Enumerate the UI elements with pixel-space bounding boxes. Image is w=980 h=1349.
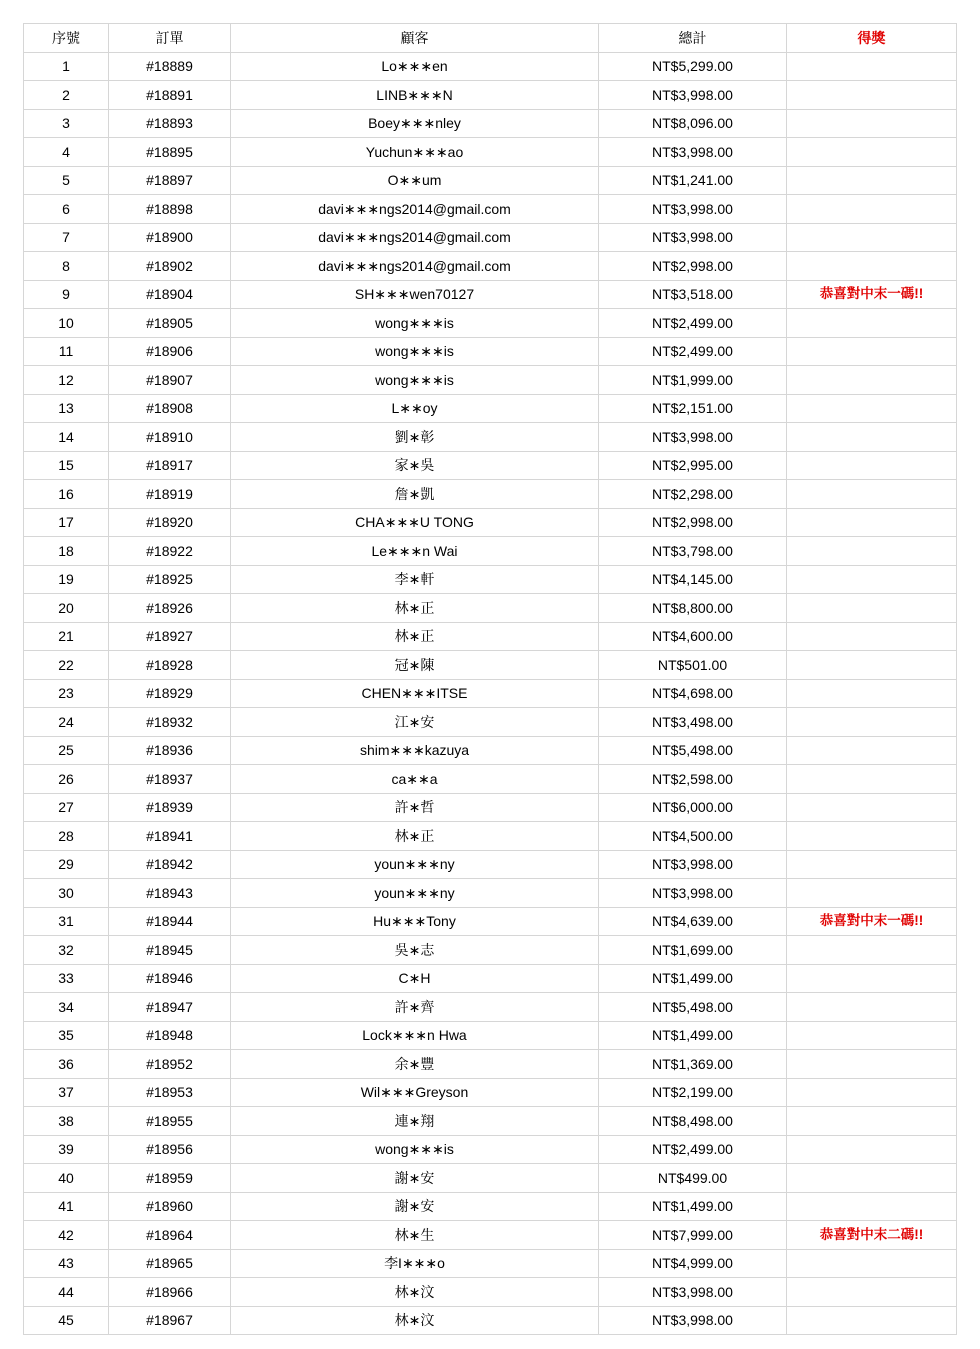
cell-seq: 9: [24, 280, 109, 309]
cell-award: [787, 480, 957, 509]
cell-customer: wong∗∗∗is: [231, 366, 599, 395]
table-row: [24, 309, 957, 338]
cell-total: NT$2,995.00: [599, 451, 787, 480]
table-row: [24, 708, 957, 737]
cell-total: NT$5,498.00: [599, 736, 787, 765]
cell-seq: 10: [24, 309, 109, 338]
table-row: [24, 565, 957, 594]
cell-total: NT$6,000.00: [599, 793, 787, 822]
cell-seq: 20: [24, 594, 109, 623]
cell-customer: 林∗汶: [231, 1278, 599, 1307]
cell-total: NT$1,499.00: [599, 1021, 787, 1050]
table-row: [24, 622, 957, 651]
table-row: [24, 907, 957, 936]
cell-order: #18945: [109, 936, 231, 965]
cell-seq: 7: [24, 223, 109, 252]
cell-customer: Lock∗∗∗n Hwa: [231, 1021, 599, 1050]
orders-table: [23, 23, 957, 1335]
cell-award: [787, 765, 957, 794]
cell-award: [787, 736, 957, 765]
cell-award: [787, 138, 957, 167]
cell-customer: 謝∗安: [231, 1164, 599, 1193]
cell-seq: 45: [24, 1306, 109, 1335]
table-row: [24, 594, 957, 623]
cell-order: #18906: [109, 337, 231, 366]
cell-award: [787, 1192, 957, 1221]
cell-order: #18905: [109, 309, 231, 338]
cell-total: NT$5,498.00: [599, 993, 787, 1022]
cell-order: #18953: [109, 1078, 231, 1107]
cell-seq: 40: [24, 1164, 109, 1193]
cell-customer: Le∗∗∗n Wai: [231, 537, 599, 566]
cell-award: [787, 252, 957, 281]
cell-total: NT$3,998.00: [599, 879, 787, 908]
cell-seq: 3: [24, 109, 109, 138]
cell-seq: 21: [24, 622, 109, 651]
cell-seq: 17: [24, 508, 109, 537]
cell-seq: 41: [24, 1192, 109, 1221]
cell-order: #18932: [109, 708, 231, 737]
cell-order: #18898: [109, 195, 231, 224]
cell-customer: CHA∗∗∗U TONG: [231, 508, 599, 537]
cell-seq: 36: [24, 1050, 109, 1079]
cell-seq: 16: [24, 480, 109, 509]
cell-order: #18920: [109, 508, 231, 537]
table-row: [24, 138, 957, 167]
cell-total: NT$3,998.00: [599, 423, 787, 452]
cell-award: [787, 223, 957, 252]
cell-order: #18895: [109, 138, 231, 167]
cell-order: #18889: [109, 52, 231, 81]
cell-order: #18936: [109, 736, 231, 765]
cell-order: #18928: [109, 651, 231, 680]
cell-customer: O∗∗um: [231, 166, 599, 195]
cell-total: NT$2,499.00: [599, 309, 787, 338]
cell-total: NT$2,199.00: [599, 1078, 787, 1107]
cell-award: [787, 679, 957, 708]
cell-seq: 5: [24, 166, 109, 195]
cell-order: #18897: [109, 166, 231, 195]
cell-total: NT$2,499.00: [599, 1135, 787, 1164]
cell-total: NT$4,145.00: [599, 565, 787, 594]
cell-award: [787, 993, 957, 1022]
table-row: [24, 223, 957, 252]
cell-total: NT$501.00: [599, 651, 787, 680]
table-row: [24, 736, 957, 765]
table-row: [24, 366, 957, 395]
table-row: [24, 1278, 957, 1307]
cell-order: #18925: [109, 565, 231, 594]
header-award: 得獎: [787, 24, 957, 53]
cell-order: #18955: [109, 1107, 231, 1136]
cell-order: #18965: [109, 1249, 231, 1278]
header-total: 總計: [599, 24, 787, 53]
table-row: [24, 1221, 957, 1250]
cell-customer: 劉∗彰: [231, 423, 599, 452]
cell-total: NT$2,998.00: [599, 508, 787, 537]
cell-award: [787, 166, 957, 195]
table-row: [24, 1078, 957, 1107]
cell-total: NT$3,518.00: [599, 280, 787, 309]
cell-seq: 39: [24, 1135, 109, 1164]
cell-customer: wong∗∗∗is: [231, 1135, 599, 1164]
cell-order: #18907: [109, 366, 231, 395]
table-row: [24, 52, 957, 81]
cell-order: #18917: [109, 451, 231, 480]
cell-customer: 家∗吳: [231, 451, 599, 480]
table-row: [24, 81, 957, 110]
cell-award: [787, 1306, 957, 1335]
cell-award: [787, 822, 957, 851]
table-row: [24, 109, 957, 138]
table-row: [24, 1306, 957, 1335]
cell-seq: 4: [24, 138, 109, 167]
cell-total: NT$4,500.00: [599, 822, 787, 851]
cell-seq: 23: [24, 679, 109, 708]
cell-customer: L∗∗oy: [231, 394, 599, 423]
table-row: [24, 993, 957, 1022]
cell-award: [787, 1278, 957, 1307]
cell-award: [787, 594, 957, 623]
cell-seq: 28: [24, 822, 109, 851]
cell-seq: 22: [24, 651, 109, 680]
cell-award: [787, 622, 957, 651]
table-row: [24, 537, 957, 566]
cell-order: #18942: [109, 850, 231, 879]
cell-customer: 冠∗陳: [231, 651, 599, 680]
cell-seq: 8: [24, 252, 109, 281]
cell-customer: 林∗生: [231, 1221, 599, 1250]
cell-order: #18902: [109, 252, 231, 281]
cell-award: [787, 337, 957, 366]
table-row: [24, 451, 957, 480]
cell-order: #18966: [109, 1278, 231, 1307]
cell-customer: 許∗哲: [231, 793, 599, 822]
cell-total: NT$8,096.00: [599, 109, 787, 138]
table-row: [24, 964, 957, 993]
cell-order: #18947: [109, 993, 231, 1022]
cell-award: [787, 52, 957, 81]
cell-seq: 11: [24, 337, 109, 366]
cell-award: [787, 423, 957, 452]
cell-order: #18939: [109, 793, 231, 822]
cell-total: NT$4,600.00: [599, 622, 787, 651]
table-row: [24, 850, 957, 879]
cell-award: [787, 81, 957, 110]
cell-total: NT$3,798.00: [599, 537, 787, 566]
cell-customer: Lo∗∗∗en: [231, 52, 599, 81]
table-row: [24, 394, 957, 423]
cell-order: #18946: [109, 964, 231, 993]
cell-order: #18908: [109, 394, 231, 423]
cell-total: NT$1,999.00: [599, 366, 787, 395]
table-row: [24, 765, 957, 794]
table-row: [24, 879, 957, 908]
cell-customer: CHEN∗∗∗ITSE: [231, 679, 599, 708]
cell-award: [787, 508, 957, 537]
cell-award: [787, 451, 957, 480]
table-row: [24, 651, 957, 680]
cell-total: NT$1,699.00: [599, 936, 787, 965]
cell-seq: 12: [24, 366, 109, 395]
cell-seq: 32: [24, 936, 109, 965]
cell-total: NT$4,639.00: [599, 907, 787, 936]
table-row: [24, 508, 957, 537]
cell-customer: davi∗∗∗ngs2014@gmail.com: [231, 195, 599, 224]
table-row: [24, 1192, 957, 1221]
cell-order: #18948: [109, 1021, 231, 1050]
cell-award: [787, 1078, 957, 1107]
cell-award: [787, 309, 957, 338]
table-row: [24, 280, 957, 309]
cell-order: #18891: [109, 81, 231, 110]
cell-customer: davi∗∗∗ngs2014@gmail.com: [231, 252, 599, 281]
cell-award: [787, 1135, 957, 1164]
cell-customer: 連∗翔: [231, 1107, 599, 1136]
cell-customer: C∗H: [231, 964, 599, 993]
cell-award: [787, 964, 957, 993]
cell-total: NT$5,299.00: [599, 52, 787, 81]
cell-award: [787, 879, 957, 908]
cell-award: [787, 537, 957, 566]
cell-seq: 1: [24, 52, 109, 81]
table-row: [24, 1164, 957, 1193]
table-row: [24, 936, 957, 965]
cell-seq: 31: [24, 907, 109, 936]
cell-total: NT$3,998.00: [599, 223, 787, 252]
cell-award: [787, 850, 957, 879]
cell-total: NT$3,998.00: [599, 195, 787, 224]
table-row: [24, 480, 957, 509]
cell-order: #18952: [109, 1050, 231, 1079]
cell-award: [787, 565, 957, 594]
cell-award: [787, 1249, 957, 1278]
cell-customer: 李I∗∗∗o: [231, 1249, 599, 1278]
table-row: [24, 423, 957, 452]
cell-order: #18956: [109, 1135, 231, 1164]
cell-total: NT$8,498.00: [599, 1107, 787, 1136]
cell-seq: 26: [24, 765, 109, 794]
cell-award: 恭喜對中末二碼!!: [787, 1221, 957, 1250]
cell-order: #18922: [109, 537, 231, 566]
table-row: [24, 793, 957, 822]
cell-customer: davi∗∗∗ngs2014@gmail.com: [231, 223, 599, 252]
cell-customer: Hu∗∗∗Tony: [231, 907, 599, 936]
table-row: [24, 252, 957, 281]
cell-customer: Boey∗∗∗nley: [231, 109, 599, 138]
cell-award: [787, 936, 957, 965]
cell-total: NT$1,369.00: [599, 1050, 787, 1079]
cell-award: 恭喜對中末一碼!!: [787, 280, 957, 309]
cell-seq: 43: [24, 1249, 109, 1278]
table-header: [24, 24, 957, 53]
cell-order: #18893: [109, 109, 231, 138]
cell-seq: 15: [24, 451, 109, 480]
cell-order: #18919: [109, 480, 231, 509]
cell-customer: 謝∗安: [231, 1192, 599, 1221]
cell-seq: 18: [24, 537, 109, 566]
cell-total: NT$2,298.00: [599, 480, 787, 509]
cell-order: #18967: [109, 1306, 231, 1335]
cell-seq: 38: [24, 1107, 109, 1136]
cell-total: NT$3,998.00: [599, 138, 787, 167]
table-row: [24, 1249, 957, 1278]
cell-total: NT$2,998.00: [599, 252, 787, 281]
table-row: [24, 166, 957, 195]
cell-customer: 林∗汶: [231, 1306, 599, 1335]
cell-order: #18929: [109, 679, 231, 708]
cell-total: NT$3,998.00: [599, 1278, 787, 1307]
cell-customer: 李∗軒: [231, 565, 599, 594]
cell-total: NT$2,151.00: [599, 394, 787, 423]
cell-order: #18904: [109, 280, 231, 309]
cell-total: NT$3,998.00: [599, 850, 787, 879]
cell-customer: 詹∗凱: [231, 480, 599, 509]
cell-order: #18943: [109, 879, 231, 908]
cell-award: [787, 109, 957, 138]
table-row: [24, 337, 957, 366]
table-body: [24, 52, 957, 1335]
cell-award: [787, 651, 957, 680]
cell-order: #18960: [109, 1192, 231, 1221]
cell-customer: wong∗∗∗is: [231, 309, 599, 338]
table-row: [24, 1050, 957, 1079]
cell-order: #18964: [109, 1221, 231, 1250]
cell-total: NT$1,499.00: [599, 964, 787, 993]
cell-order: #18927: [109, 622, 231, 651]
cell-customer: 許∗齊: [231, 993, 599, 1022]
cell-customer: Wil∗∗∗Greyson: [231, 1078, 599, 1107]
cell-customer: 林∗正: [231, 822, 599, 851]
cell-seq: 30: [24, 879, 109, 908]
cell-order: #18900: [109, 223, 231, 252]
cell-total: NT$2,499.00: [599, 337, 787, 366]
cell-total: NT$7,999.00: [599, 1221, 787, 1250]
cell-award: [787, 394, 957, 423]
cell-order: #18926: [109, 594, 231, 623]
table-row: [24, 679, 957, 708]
cell-award: [787, 1107, 957, 1136]
table-row: [24, 1107, 957, 1136]
cell-seq: 44: [24, 1278, 109, 1307]
cell-customer: 吳∗志: [231, 936, 599, 965]
cell-total: NT$3,498.00: [599, 708, 787, 737]
cell-total: NT$4,698.00: [599, 679, 787, 708]
table-row: [24, 1135, 957, 1164]
cell-total: NT$1,499.00: [599, 1192, 787, 1221]
cell-total: NT$8,800.00: [599, 594, 787, 623]
cell-seq: 34: [24, 993, 109, 1022]
cell-customer: Yuchun∗∗∗ao: [231, 138, 599, 167]
cell-seq: 6: [24, 195, 109, 224]
cell-award: 恭喜對中末一碼!!: [787, 907, 957, 936]
cell-award: [787, 1021, 957, 1050]
cell-seq: 27: [24, 793, 109, 822]
header-seq: 序號: [24, 24, 109, 53]
table-row: [24, 822, 957, 851]
cell-seq: 42: [24, 1221, 109, 1250]
winners-sheet: [23, 23, 956, 1335]
cell-total: NT$3,998.00: [599, 1306, 787, 1335]
cell-customer: youn∗∗∗ny: [231, 879, 599, 908]
cell-seq: 24: [24, 708, 109, 737]
cell-seq: 35: [24, 1021, 109, 1050]
cell-customer: 余∗豐: [231, 1050, 599, 1079]
table-row: [24, 1021, 957, 1050]
cell-customer: youn∗∗∗ny: [231, 850, 599, 879]
cell-order: #18959: [109, 1164, 231, 1193]
cell-seq: 25: [24, 736, 109, 765]
cell-total: NT$1,241.00: [599, 166, 787, 195]
cell-award: [787, 708, 957, 737]
cell-customer: 江∗安: [231, 708, 599, 737]
cell-seq: 37: [24, 1078, 109, 1107]
cell-total: NT$4,999.00: [599, 1249, 787, 1278]
cell-award: [787, 195, 957, 224]
header-row: [24, 24, 957, 53]
cell-award: [787, 1164, 957, 1193]
cell-order: #18937: [109, 765, 231, 794]
cell-customer: SH∗∗∗wen70127: [231, 280, 599, 309]
cell-customer: 林∗正: [231, 622, 599, 651]
cell-customer: 林∗正: [231, 594, 599, 623]
cell-seq: 13: [24, 394, 109, 423]
cell-award: [787, 366, 957, 395]
cell-total: NT$2,598.00: [599, 765, 787, 794]
cell-customer: shim∗∗∗kazuya: [231, 736, 599, 765]
cell-customer: LINB∗∗∗N: [231, 81, 599, 110]
cell-order: #18941: [109, 822, 231, 851]
cell-order: #18944: [109, 907, 231, 936]
cell-order: #18910: [109, 423, 231, 452]
cell-customer: ca∗∗a: [231, 765, 599, 794]
cell-seq: 19: [24, 565, 109, 594]
cell-total: NT$499.00: [599, 1164, 787, 1193]
cell-total: NT$3,998.00: [599, 81, 787, 110]
header-customer: 顧客: [231, 24, 599, 53]
cell-seq: 14: [24, 423, 109, 452]
table-row: [24, 195, 957, 224]
cell-award: [787, 793, 957, 822]
cell-seq: 29: [24, 850, 109, 879]
header-order: 訂單: [109, 24, 231, 53]
cell-customer: wong∗∗∗is: [231, 337, 599, 366]
cell-award: [787, 1050, 957, 1079]
cell-seq: 2: [24, 81, 109, 110]
cell-seq: 33: [24, 964, 109, 993]
